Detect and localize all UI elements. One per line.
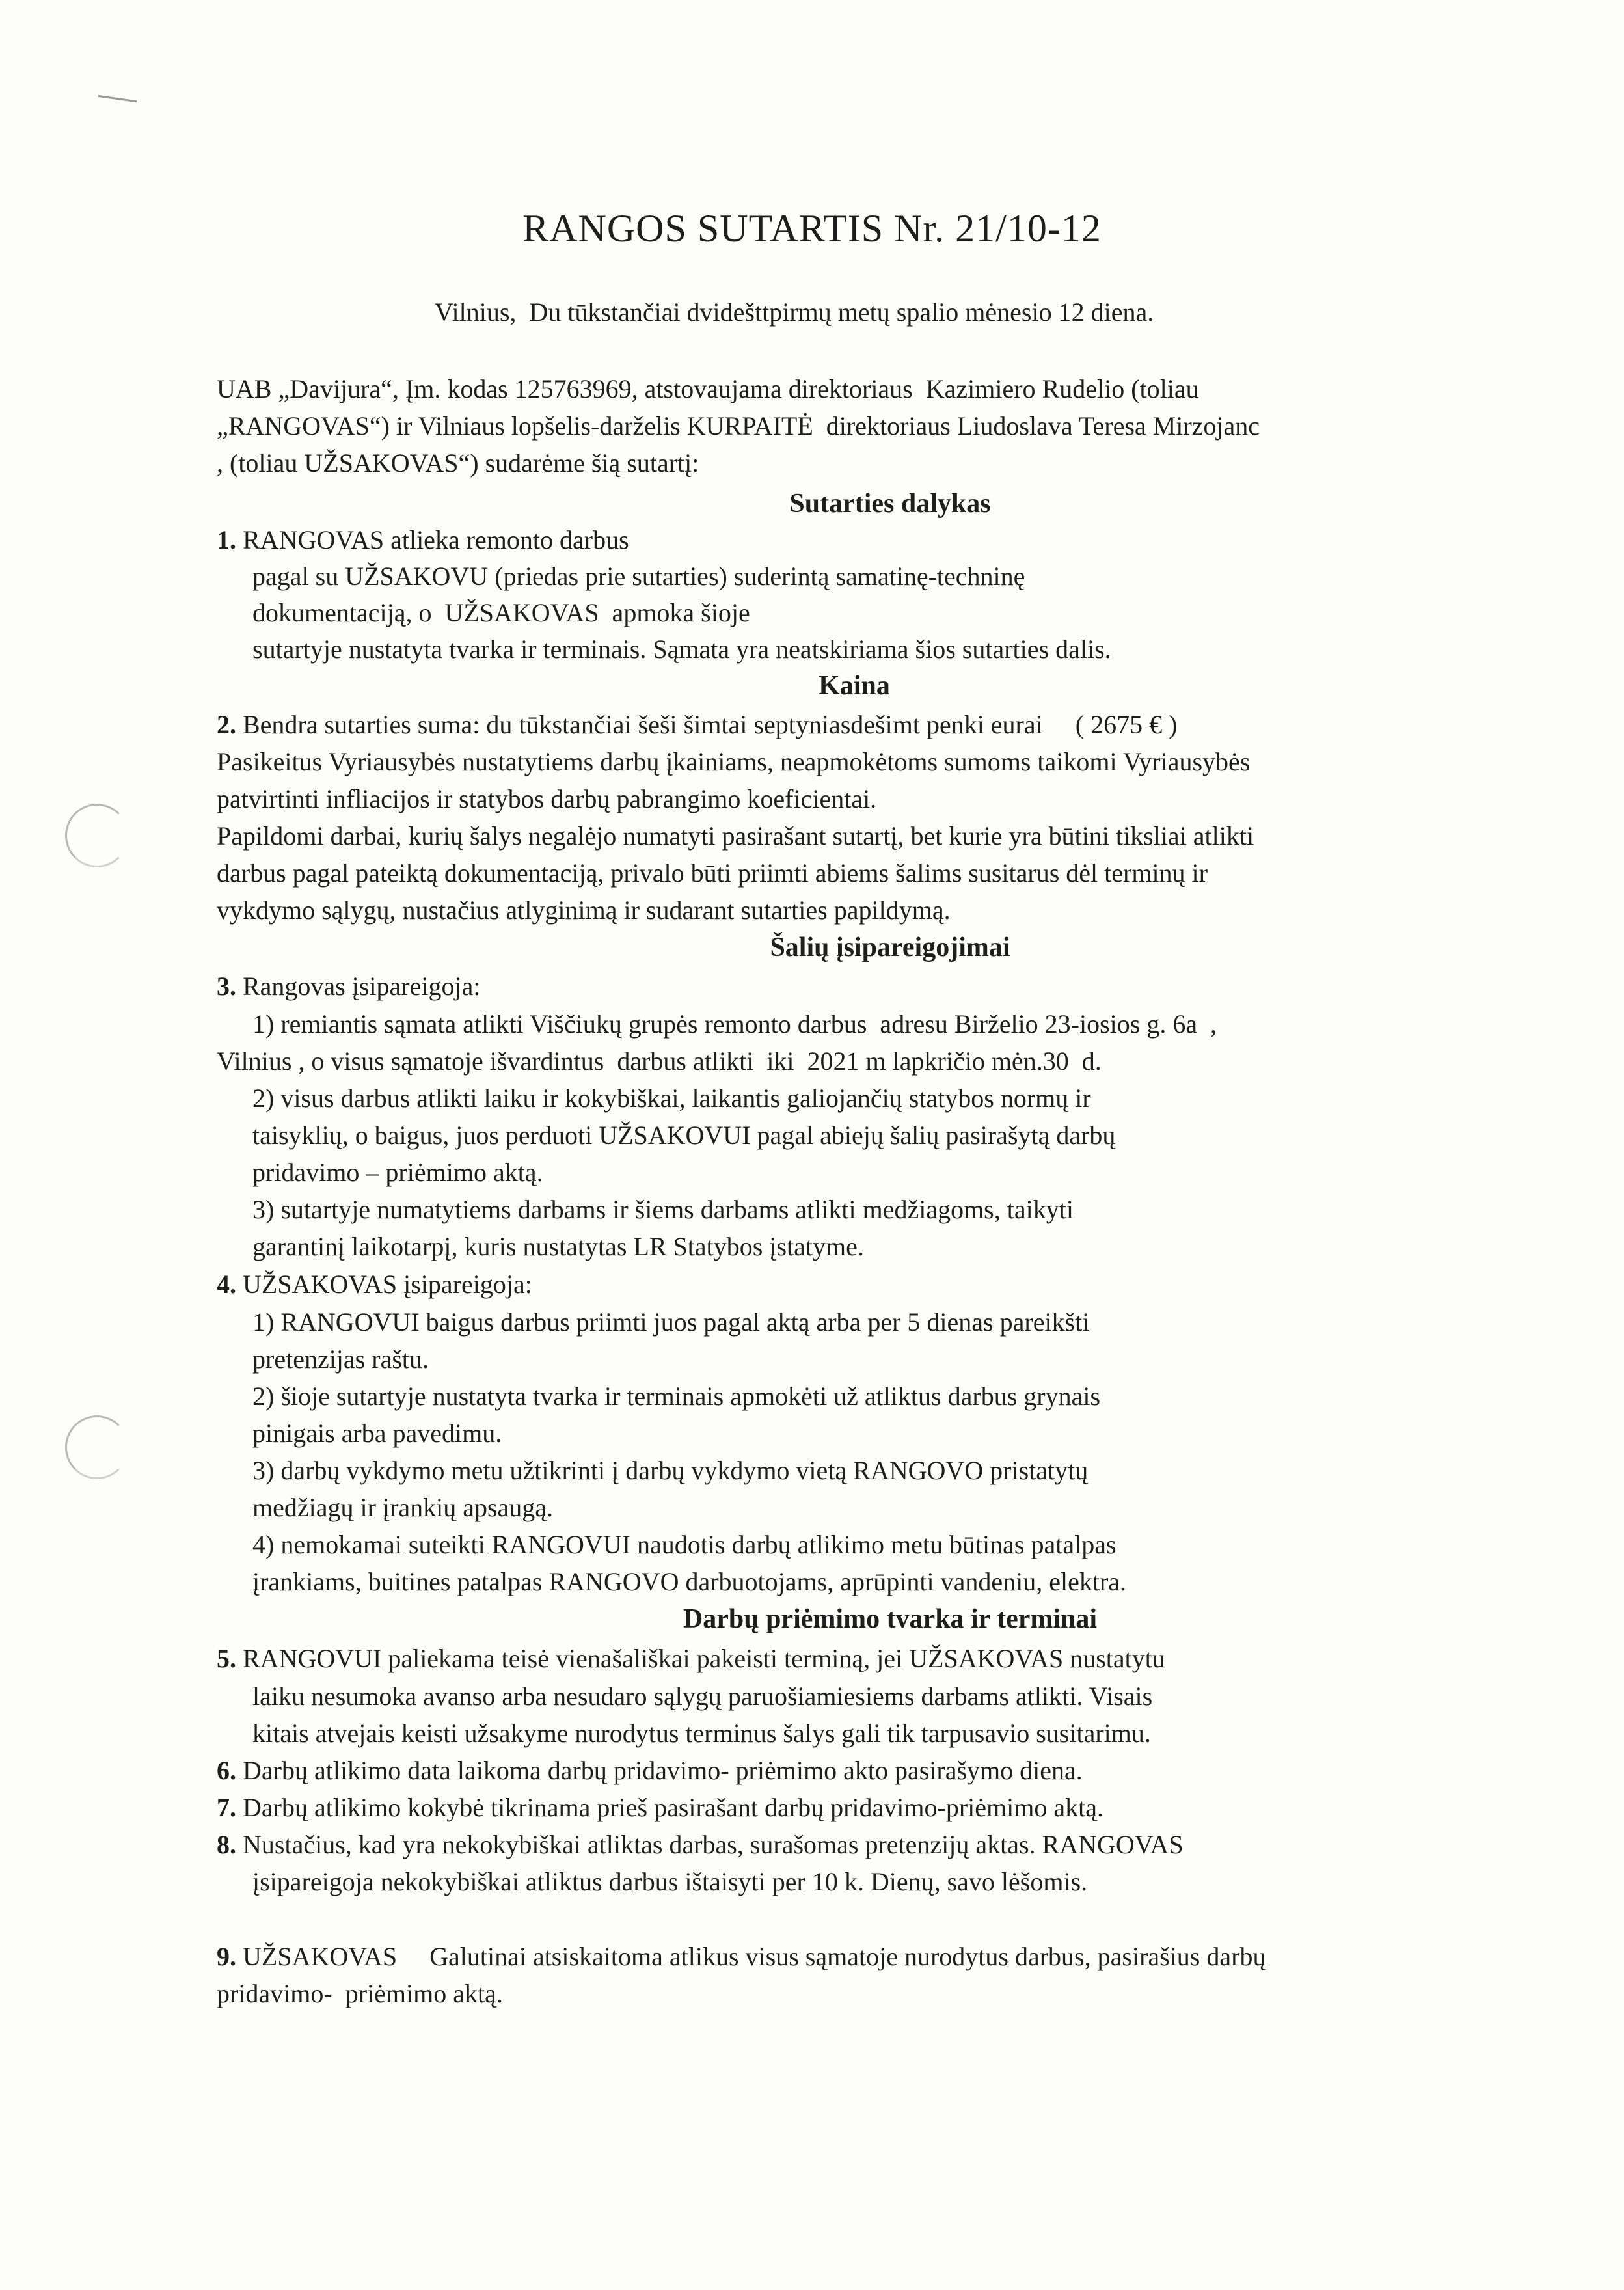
punch-hole-bottom [65, 1415, 129, 1479]
clause-number-2: 2. [217, 710, 236, 739]
clause-4-line-1: 4. UŽSAKOVAS įsipareigoja: [217, 1270, 532, 1299]
clause-4-line-5: pinigais arba pavedimu. [252, 1419, 502, 1448]
intro-line-1: UAB „Davijura“, Įm. kodas 125763969, atstovaujama direktoriaus Kazimiero Rudelio (toliau [217, 374, 1199, 403]
clause-3-line-6: pridavimo – priėmimo aktą. [252, 1158, 543, 1187]
clause-3-line-2: 1) remiantis sąmata atlikti Viščiukų grupės remonto darbus adresu Birželio 23-iosios g. 6a , [252, 1009, 1217, 1039]
clause-3-line-7: 3) sutartyje numatytiems darbams ir šiems darbams atlikti medžiagoms, taikyti [252, 1195, 1074, 1224]
clause-1-line-1: 1. RANGOVAS atlieka remonto darbus [217, 525, 629, 554]
clause-4-line-7: medžiagų ir įrankių apsaugą. [252, 1493, 554, 1522]
clause-3-line-4: 2) visus darbus atlikti laiku ir kokybiškai, laikantis galiojančių statybos normų ir [252, 1084, 1091, 1113]
clause-3-line-8: garantinį laikotarpį, kuris nustatytas LR Statybos įstatyme. [252, 1232, 864, 1261]
document-title: RANGOS SUTARTIS Nr. 21/10-12 [522, 207, 1102, 250]
clause-4-line-4: 2) šioje sutartyje nustatyta tvarka ir terminais apmokėti už atliktus darbus grynais [252, 1382, 1101, 1411]
clause-3-line-1: 3. Rangovas įsipareigoja: [217, 972, 481, 1001]
section-heading-kaina: Kaina [819, 671, 890, 701]
clause-4-line-8: 4) nemokamai suteikti RANGOVUI naudotis darbų atlikimo metu būtinas patalpas [252, 1530, 1116, 1559]
clause-5-line-1: 5. RANGOVUI paliekama teisė vienašališkai pakeisti terminą, jei UŽSAKOVAS nustatytu [217, 1644, 1165, 1673]
pen-mark [98, 95, 137, 106]
clause-number-5: 5. [217, 1644, 236, 1673]
clause-number-7: 7. [217, 1793, 236, 1822]
clause-number-8: 8. [217, 1830, 236, 1859]
clause-number-6: 6. [217, 1756, 236, 1785]
clause-number-9: 9. [217, 1942, 236, 1971]
clause-2-line-2: Pasikeitus Vyriausybės nustatytiems darbų įkainiams, neapmokėtoms sumoms taikomi Vyriausybės [217, 747, 1251, 776]
clause-8-line-2: įsipareigoja nekokybiškai atliktus darbus ištaisyti per 10 k. Dienų, savo lėšomis. [252, 1867, 1088, 1896]
clause-5-line-3: kitais atvejais keisti užsakyme nurodytus terminus šalys gali tik tarpusavio susitarimu. [252, 1719, 1151, 1748]
clause-3-line-3: Vilnius , o visus sąmatoje išvardintus darbus atlikti iki 2021 m lapkričio mėn.30 d. [217, 1046, 1102, 1076]
clause-3-line-5: taisyklių, o baigus, juos perduoti UŽSAKOVUI pagal abiejų šalių pasirašytą darbų [252, 1121, 1116, 1150]
section-heading-isipareigojimai: Šalių įsipareigojimai [770, 933, 1010, 962]
clause-1-line-4: sutartyje nustatyta tvarka ir terminais. Sąmata yra neatskiriama šios sutarties dalis. [252, 634, 1111, 664]
clause-2-line-3: patvirtinti infliacijos ir statybos darbų pabrangimo koeficientai. [217, 784, 877, 813]
clause-2-line-6: vykdymo sąlygų, nustačius atlyginimą ir sudarant sutarties papildymą. [217, 895, 951, 925]
clause-4-line-3: pretenzijas raštu. [252, 1344, 429, 1374]
section-heading-dalykas: Sutarties dalykas [789, 489, 991, 519]
section-heading-tvarka: Darbų priėmimo tvarka ir terminai [683, 1604, 1098, 1634]
intro-line-3: , (toliau UŽSAKOVAS“) sudarėme šią sutartį: [217, 448, 699, 478]
date-line: Vilnius, Du tūkstančiai dvidešttpirmų metų spalio mėnesio 12 diena. [435, 297, 1154, 327]
clause-1-line-2: pagal su UŽSAKOVU (priedas prie sutarties) suderintą samatinę-techninę [252, 562, 1025, 591]
clause-1-line-3: dokumentaciją, o UŽSAKOVAS apmoka šioje [252, 598, 750, 627]
clause-6-line-1: 6. Darbų atlikimo data laikoma darbų pridavimo- priėmimo akto pasirašymo diena. [217, 1756, 1083, 1785]
clause-9-line-2: pridavimo- priėmimo aktą. [217, 1979, 503, 2008]
clause-2-line-5: darbus pagal pateiktą dokumentaciją, privalo būti priimti abiems šalims susitarus dėl terminų ir [217, 858, 1208, 888]
clause-number-1: 1. [217, 525, 236, 554]
intro-line-2: „RANGOVAS“) ir Vilniaus lopšelis-darželis KURPAITĖ direktoriaus Liudoslava Teresa Mirzojanc [217, 411, 1260, 441]
clause-number-4: 4. [217, 1270, 236, 1299]
punch-hole-top [65, 804, 129, 867]
clause-4-line-6: 3) darbų vykdymo metu užtikrinti į darbų vykdymo vietą RANGOVO pristatytų [252, 1456, 1089, 1485]
clause-5-line-2: laiku nesumoka avanso arba nesudaro sąlygų paruošiamiesiems darbams atlikti. Visais [252, 1682, 1153, 1711]
clause-4-line-2: 1) RANGOVUI baigus darbus priimti juos pagal aktą arba per 5 dienas pareikšti [252, 1307, 1090, 1337]
clause-9-line-1: 9. UŽSAKOVAS Galutinai atsiskaitoma atlikus visus sąmatoje nurodytus darbus, pasirašius darbų [217, 1942, 1266, 1971]
clause-7-line-1: 7. Darbų atlikimo kokybė tikrinama prieš pasirašant darbų pridavimo-priėmimo aktą. [217, 1793, 1103, 1822]
clause-2-line-1: 2. Bendra sutarties suma: du tūkstančiai šeši šimtai septyniasdešimt penki eurai ( 2675 € ) [217, 710, 1178, 739]
clause-4-line-9: įrankiams, buitines patalpas RANGOVO darbuotojams, aprūpinti vandeniu, elektra. [252, 1567, 1127, 1596]
clause-2-line-4: Papildomi darbai, kurių šalys negalėjo numatyti pasirašant sutartį, bet kurie yra būtini tiksliai atlikti [217, 821, 1254, 851]
clause-8-line-1: 8. Nustačius, kad yra nekokybiškai atliktas darbas, surašomas pretenzijų aktas. RANGOVAS [217, 1830, 1184, 1859]
clause-number-3: 3. [217, 972, 236, 1001]
